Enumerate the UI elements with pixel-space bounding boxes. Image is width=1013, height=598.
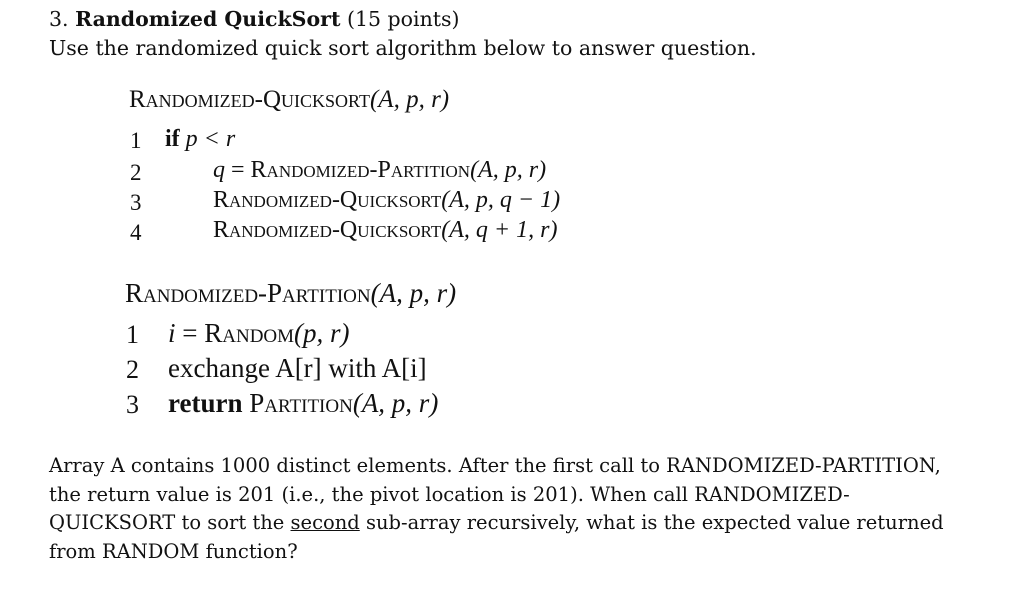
quicksort-line-number: 2 bbox=[130, 160, 142, 185]
quicksort-line-1 bbox=[165, 126, 235, 153]
assign-operator: = bbox=[182, 318, 198, 348]
partition-line-number: 1 bbox=[126, 320, 139, 349]
problem-text-2: sub-array recursively, what is the expected value returned from RANDOM function? bbox=[49, 511, 944, 563]
partition-line-1 bbox=[168, 318, 350, 349]
question-header bbox=[49, 4, 460, 34]
question-points: (15 points) bbox=[346, 7, 460, 31]
quicksort-params: (A, p, r) bbox=[369, 86, 450, 113]
assign-variable: i bbox=[168, 318, 176, 348]
call-args: (p, r) bbox=[294, 318, 350, 348]
partition-line-number: 3 bbox=[126, 390, 139, 419]
call-args: (A, q + 1, r) bbox=[441, 217, 558, 243]
procedure-call: Randomized-Partition bbox=[250, 157, 471, 183]
call-args: (A, p, q − 1) bbox=[441, 187, 561, 213]
quicksort-line-number: 4 bbox=[130, 220, 142, 245]
condition: p < r bbox=[185, 126, 236, 152]
procedure-call: Randomized-Quicksort bbox=[213, 187, 442, 213]
problem-text-1: Array A contains 1000 distinct elements. After the first call to RANDOMIZED-PARTITION, the return value is 201 (i.e., the pivot location is 201). When call RANDOMIZED-QUICKSORT to sort the bbox=[49, 454, 941, 534]
underlined-word: second bbox=[290, 511, 360, 534]
return-keyword: return bbox=[168, 388, 243, 418]
quicksort-line-3 bbox=[213, 187, 560, 214]
partition-params: (A, p, r) bbox=[370, 278, 457, 308]
question-instruction: Use the randomized quick sort algorithm below to answer question. bbox=[49, 36, 757, 60]
partition-line-2: exchange A[r] with A[i] bbox=[168, 353, 427, 383]
procedure-call: Randomized-Quicksort bbox=[213, 217, 442, 243]
problem-statement bbox=[49, 452, 949, 566]
procedure-call: Partition bbox=[249, 388, 353, 418]
call-args: (A, p, r) bbox=[470, 157, 547, 183]
assign-variable: q bbox=[213, 157, 225, 183]
quicksort-line-4 bbox=[213, 217, 557, 244]
quicksort-line-number: 1 bbox=[130, 128, 142, 153]
question-title: Randomized QuickSort bbox=[75, 7, 341, 31]
call-args: (A, p, r) bbox=[352, 388, 439, 418]
partition-line-3 bbox=[168, 388, 438, 419]
quicksort-signature bbox=[129, 86, 449, 114]
question-number: 3. bbox=[49, 7, 69, 31]
quicksort-line-number: 3 bbox=[130, 190, 142, 215]
assign-operator: = bbox=[231, 157, 245, 183]
quicksort-line-2 bbox=[213, 157, 546, 184]
partition-line-number: 2 bbox=[126, 355, 139, 384]
quicksort-name: Randomized-Quicksort bbox=[129, 86, 370, 113]
partition-name: Randomized-Partition bbox=[125, 278, 371, 308]
if-keyword: if bbox=[165, 126, 180, 152]
partition-signature bbox=[125, 278, 456, 309]
procedure-call: Random bbox=[204, 318, 295, 348]
